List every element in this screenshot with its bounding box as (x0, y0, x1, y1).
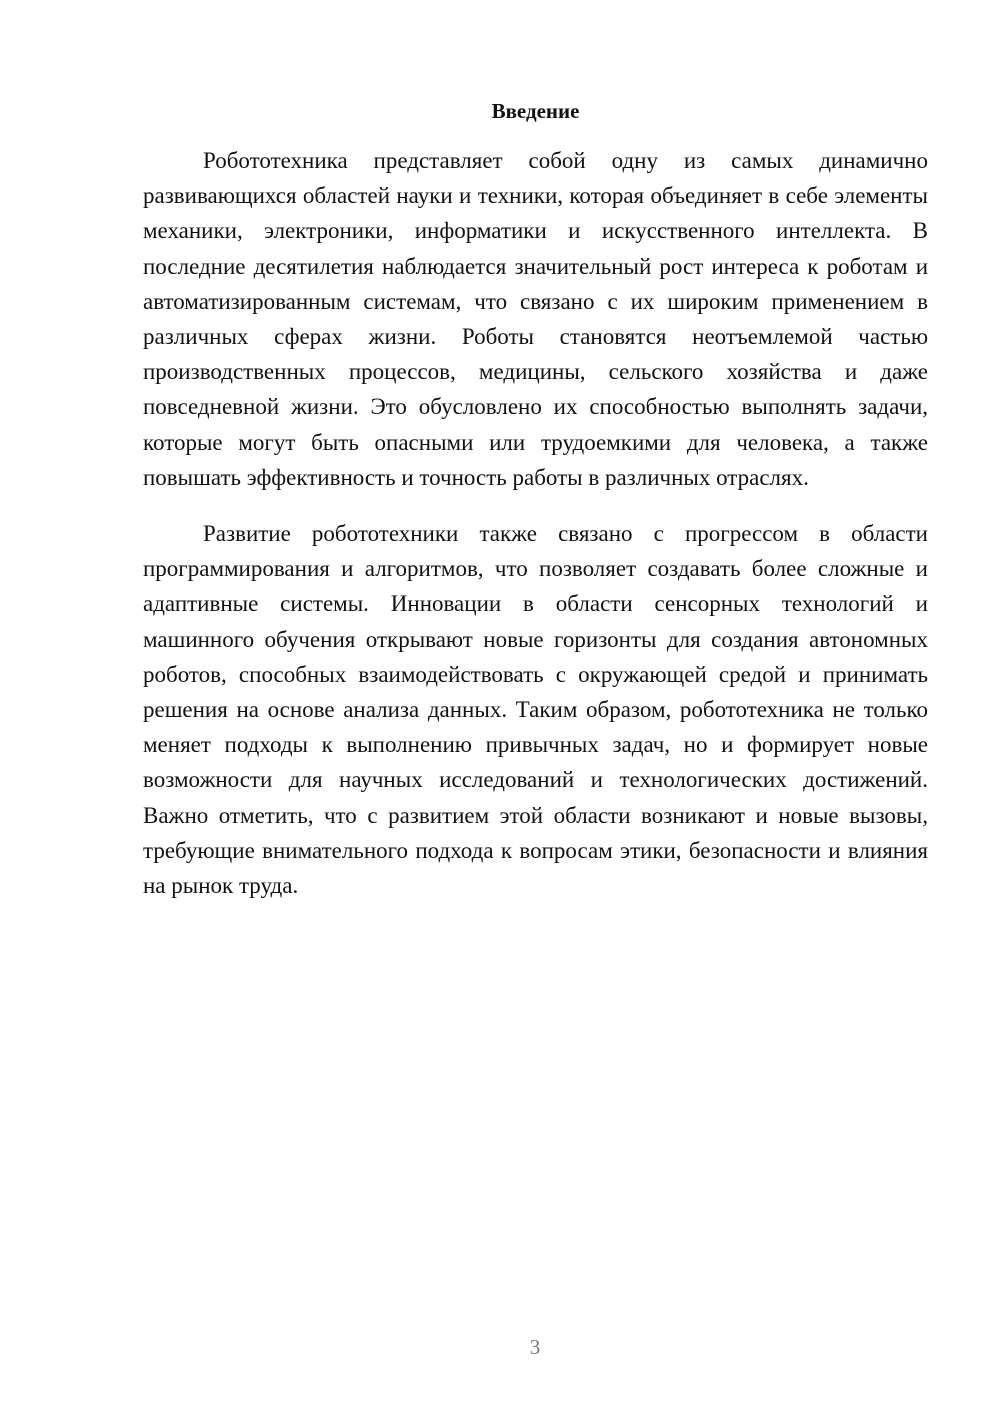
paragraph-2: Развитие робототехники также связано с прогрессом в области программирования и алгоритмов, что позволяет создавать более сложные и адаптивные системы. Инновации в области сенсорных технологий и машинного обучения открывают новые горизонты для создания автономных роботов, способных взаимодействовать с окружающей средой и принимать решения на основе анализа данных. Таким образом, робототехника не только меняет подходы к выполнению привычных задач, но и формирует новые возможности для научных исследований и технологических достижений. Важно отметить, что с развитием этой области возникают и новые вызовы, требующие внимательного подхода к вопросам этики, безопасности и влияния на рынок труда. (143, 521, 928, 899)
body-text (143, 143, 928, 903)
paragraph-1: Робототехника представляет собой одну из самых динамично развивающихся областей науки и техники, которая объединяет в себе элементы механики, электроники, информатики и искусственного интеллекта. В последние десятилетия наблюдается значительный рост интереса к роботам и автоматизированным системам, что связано с их широким применением в различных сферах жизни. Роботы становятся неотъемлемой частью производственных процессов, медицины, сельского хозяйства и даже повседневной жизни. Это обусловлено их способностью выполнять задачи, которые могут быть опасными или трудоемкими для человека, а также повышать эффективность и точность работы в различных отраслях. (143, 148, 928, 490)
page-number: 3 (529, 1335, 541, 1359)
section-heading: Введение (491, 99, 580, 123)
